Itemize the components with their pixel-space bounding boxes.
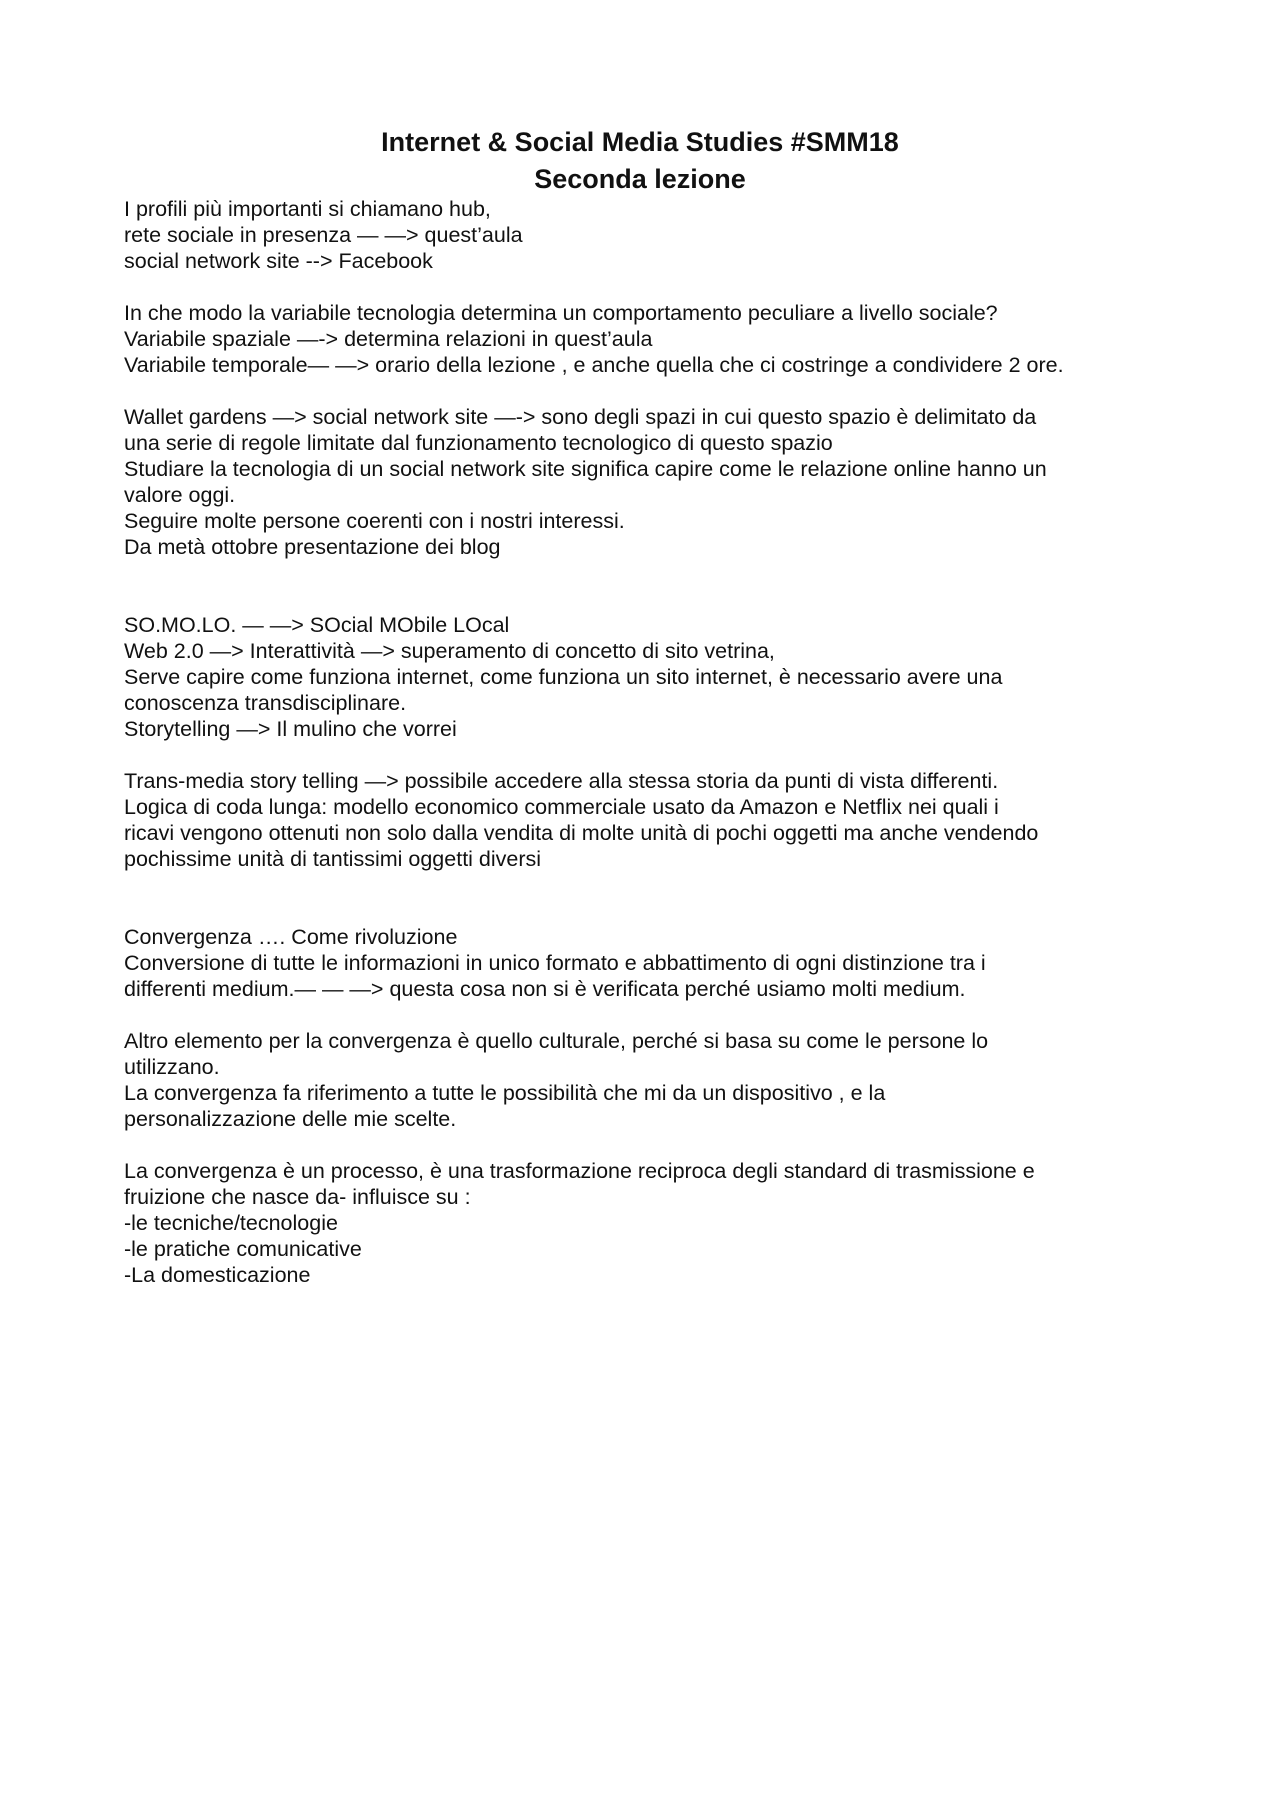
text-line: conoscenza transdisciplinare. (124, 691, 407, 715)
text-line: una serie di regole limitate dal funzionamento tecnologico di questo spazio (124, 431, 833, 455)
text-line: Logica di coda lunga: modello economico commerciale usato da Amazon e Netflix nei quali i (124, 795, 999, 819)
paragraph (124, 404, 1164, 560)
text-line: Web 2.0 —> Interattività —> superamento di concetto di sito vetrina, (124, 639, 775, 663)
page-subtitle: Seconda lezione (534, 164, 746, 194)
text-line: Conversione di tutte le informazioni in unico formato e abbattimento di ogni distinzione tra i (124, 951, 986, 975)
text-line: Trans-media story telling —> possibile accedere alla stessa storia da punti di vista differenti. (124, 769, 999, 793)
text-line: valore oggi. (124, 483, 236, 507)
paragraph-spacer (124, 378, 1164, 404)
text-line: I profili più importanti si chiamano hub, (124, 197, 491, 221)
paragraph (124, 1028, 1164, 1132)
text-line: Serve capire come funziona internet, come funziona un sito internet, è necessario avere una (124, 665, 1003, 689)
text-line: ricavi vengono ottenuti non solo dalla vendita di molte unità di pochi oggetti ma anche vendendo (124, 821, 1039, 845)
page-title: Internet & Social Media Studies #SMM18 (381, 127, 899, 157)
list-item: -La domesticazione (124, 1263, 311, 1287)
text-line: Wallet gardens —> social network site —-> sono degli spazi in cui questo spazio è delimitato da (124, 405, 1037, 429)
text-line: In che modo la variabile tecnologia determina un comportamento peculiare a livello sociale? (124, 301, 998, 325)
text-line: La convergenza è un processo, è una trasformazione reciproca degli standard di trasmissione e (124, 1159, 1035, 1183)
paragraph-spacer (124, 274, 1164, 300)
text-line: fruizione che nasce da- influisce su : (124, 1185, 471, 1209)
text-line: Studiare la tecnologia di un social network site significa capire come le relazione online hanno un (124, 457, 1047, 481)
text-line: La convergenza fa riferimento a tutte le possibilità che mi da un dispositivo , e la (124, 1081, 886, 1105)
list-item: -le pratiche comunicative (124, 1237, 362, 1261)
paragraph-spacer (124, 872, 1164, 924)
paragraph (124, 1158, 1164, 1288)
paragraph (124, 612, 1164, 742)
text-line: Variabile temporale— —> orario della lezione , e anche quella che ci costringe a condividere 2 ore. (124, 353, 1064, 377)
paragraph-spacer (124, 1002, 1164, 1028)
text-line: Convergenza …. Come rivoluzione (124, 925, 458, 949)
paragraph-spacer (124, 560, 1164, 612)
text-line: Da metà ottobre presentazione dei blog (124, 535, 501, 559)
text-line: Altro elemento per la convergenza è quello culturale, perché si basa su come le persone lo (124, 1029, 989, 1053)
paragraph (124, 196, 1164, 274)
document-header (0, 124, 1280, 198)
document-body (124, 196, 1164, 1288)
paragraph (124, 768, 1164, 872)
text-line: pochissime unità di tantissimi oggetti diversi (124, 847, 542, 871)
text-line: differenti medium.— — —> questa cosa non si è verificata perché usiamo molti medium. (124, 977, 966, 1001)
text-line: rete sociale in presenza — —> quest’aula (124, 223, 523, 247)
paragraph-spacer (124, 1132, 1164, 1158)
text-line: Variabile spaziale —-> determina relazioni in quest’aula (124, 327, 653, 351)
text-line: social network site --> Facebook (124, 249, 433, 273)
text-line: Seguire molte persone coerenti con i nostri interessi. (124, 509, 625, 533)
list-item: -le tecniche/tecnologie (124, 1211, 338, 1235)
paragraph-spacer (124, 742, 1164, 768)
text-line: Storytelling —> Il mulino che vorrei (124, 717, 457, 741)
text-line: personalizzazione delle mie scelte. (124, 1107, 457, 1131)
text-line: utilizzano. (124, 1055, 220, 1079)
paragraph (124, 924, 1164, 1002)
paragraph (124, 300, 1164, 378)
text-line: SO.MO.LO. — —> SOcial MObile LOcal (124, 613, 510, 637)
